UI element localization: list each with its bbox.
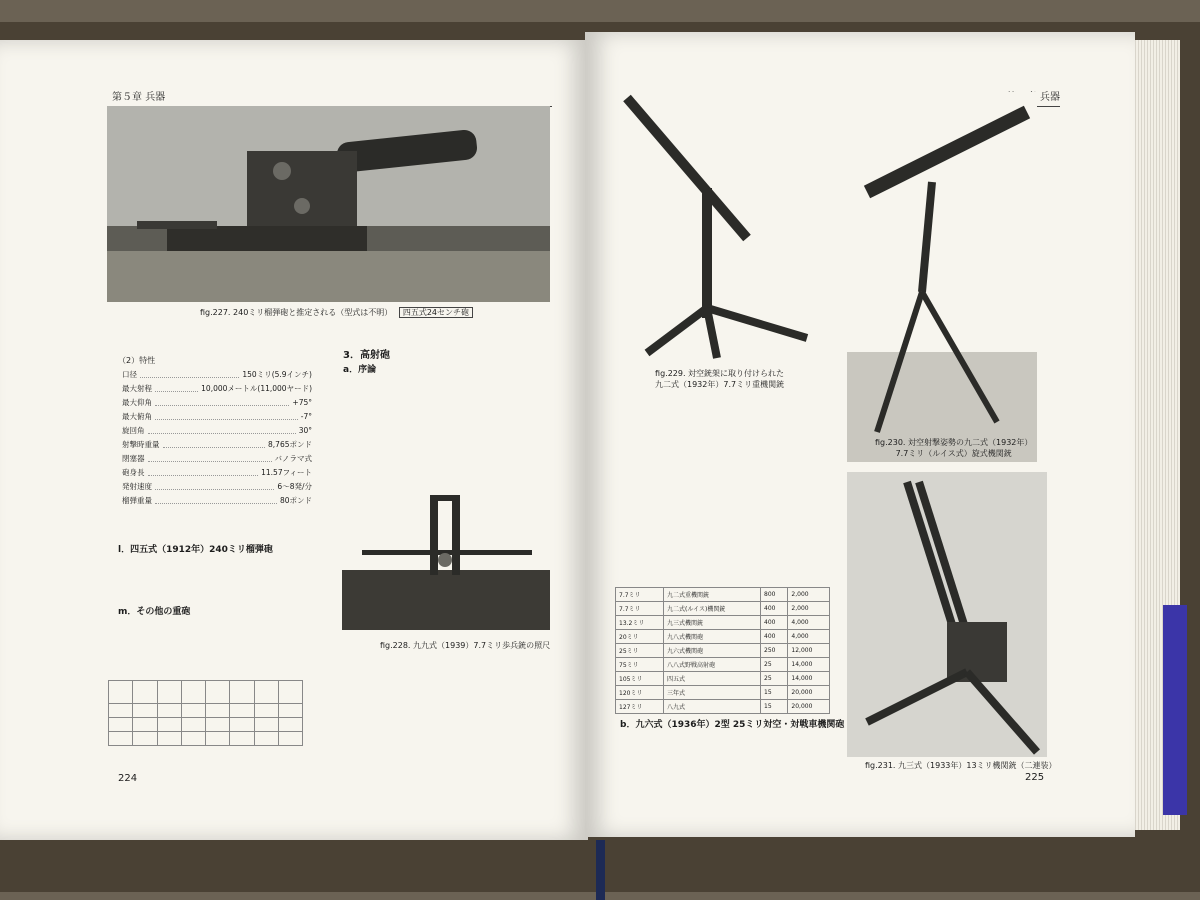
spec-value: -7°	[300, 412, 312, 421]
spec-row	[122, 494, 312, 508]
spec-dots	[163, 438, 266, 448]
table-row	[616, 658, 830, 672]
spec-dots	[155, 494, 277, 504]
table-cell: 4,000	[788, 630, 830, 644]
spec-row	[122, 466, 312, 480]
spec-dots	[155, 410, 298, 420]
fig227-note: 四五式24センチ砲	[399, 307, 473, 318]
table-cell: 九三式機関銃	[664, 616, 761, 630]
fig229-caption: fig.229. 対空銃架に取り付けられた 九二式（1932年）7.7ミリ重機関銃	[655, 369, 785, 389]
table-cell: 400	[761, 602, 788, 616]
chapter-title: 兵器	[1040, 92, 1060, 103]
spec-dots	[140, 368, 239, 378]
left-page	[0, 40, 588, 840]
table-cell: 25ミリ	[616, 644, 664, 658]
machine-gun-mount-photo	[607, 88, 822, 363]
lewis-gun-photo	[847, 92, 1037, 462]
item-b-heading: b．九六式（1936年）2型 25ミリ対空・対戦車機関砲	[620, 720, 845, 730]
table-cell: 7.7ミリ	[616, 602, 664, 616]
table-cell: 四五式	[664, 672, 761, 686]
table-cell: 400	[761, 616, 788, 630]
spec-value: 80ポンド	[279, 496, 312, 505]
table-cell: 九二式重機関銃	[664, 588, 761, 602]
table-row	[616, 686, 830, 700]
spec-label: 閉塞器	[122, 454, 145, 463]
table-cell: 九二式(ルイス)機関銃	[664, 602, 761, 616]
table-cell: 7.7ミリ	[616, 588, 664, 602]
table-cell: 九六式機関砲	[664, 644, 761, 658]
right-table	[615, 587, 830, 714]
right-page	[585, 32, 1135, 837]
rifle-sight-drawing	[342, 495, 550, 635]
spec-row	[122, 480, 312, 494]
table-row	[616, 588, 830, 602]
table-cell: 127ミリ	[616, 700, 664, 714]
table-cell: 14,000	[788, 658, 830, 672]
table-cell: 15	[761, 700, 788, 714]
ribbon-marker	[596, 840, 605, 900]
spec-label: 最大仰角	[122, 398, 152, 407]
table-row	[616, 644, 830, 658]
table-cell: 800	[761, 588, 788, 602]
left-page-header	[112, 88, 552, 107]
spec-value: 8,765ポンド	[268, 440, 312, 449]
table-cell: 14,000	[788, 672, 830, 686]
spec-dots	[155, 382, 198, 392]
table-cell: 75ミリ	[616, 658, 664, 672]
left-table	[108, 680, 303, 746]
spec-label: 発射速度	[122, 482, 152, 491]
table-cell: 20,000	[788, 686, 830, 700]
right-page-number: 225	[1025, 772, 1045, 783]
table-cell: 20,000	[788, 700, 830, 714]
table-cell: 25	[761, 672, 788, 686]
table-cell: 400	[761, 630, 788, 644]
fig228-caption: fig.228. 九九式（1939）7.7ミリ歩兵銃の照尺	[380, 641, 551, 650]
spec-row	[122, 452, 312, 466]
spec-value: 6〜8発/分	[277, 482, 312, 491]
spec-row	[122, 396, 312, 410]
spec-dots	[148, 466, 259, 476]
spec-dots	[148, 452, 272, 462]
fig227-caption: fig.227. 240ミリ榴弾砲と推定される（型式は不明） 四五式24センチ砲	[200, 307, 473, 318]
fig230-caption: fig.230. 対空射撃姿勢の九二式（1932年） 7.7ミリ（ルイス式）旋式機関銃	[875, 438, 1033, 458]
spec-label: 口径	[122, 370, 137, 379]
spec-row	[122, 410, 312, 424]
table-cell: 13.2ミリ	[616, 616, 664, 630]
spec-label: 旋回角	[122, 426, 145, 435]
spec-value: +75°	[292, 398, 312, 407]
twin-gun-photo	[847, 472, 1047, 757]
spec-label: 射撃時重量	[122, 440, 160, 449]
table-cell: 2,000	[788, 588, 830, 602]
table-cell: 三年式	[664, 686, 761, 700]
bookmark-tab	[1163, 605, 1187, 815]
spec-label: 最大射程	[122, 384, 152, 393]
table-cell: 八九式	[664, 700, 761, 714]
table-row	[616, 700, 830, 714]
spec-row	[122, 368, 312, 382]
table-cell: 15	[761, 686, 788, 700]
spec-label: 榴弾重量	[122, 496, 152, 505]
item-m-heading: m．その他の重砲	[118, 607, 191, 617]
chapter-label: 第５章	[112, 92, 142, 103]
twin-gun-drawing	[847, 472, 1047, 757]
section-heading: 3．高射砲	[343, 350, 390, 361]
table-cell: 八八式野戦高射砲	[664, 658, 761, 672]
spec-dots	[155, 396, 289, 406]
table-cell: 2,000	[788, 602, 830, 616]
rifle-sight-photo	[342, 495, 550, 635]
spec-value: 11.57フィート	[261, 468, 312, 477]
table-cell: 九八式機関砲	[664, 630, 761, 644]
table-row	[616, 616, 830, 630]
spec-row	[122, 424, 312, 438]
machine-gun-mount-drawing	[607, 88, 822, 363]
chapter-title: 兵器	[145, 92, 166, 103]
lewis-gun-drawing	[847, 92, 1037, 462]
spec-dots	[148, 424, 296, 434]
spec-value: バノラマ式	[274, 454, 312, 463]
howitzer-photo	[107, 106, 550, 302]
spec-label: 最大俯角	[122, 412, 152, 421]
table-row	[616, 672, 830, 686]
spec-dots	[155, 480, 274, 490]
spec-row	[122, 438, 312, 452]
spec-row	[122, 382, 312, 396]
table-cell: 25	[761, 658, 788, 672]
subsection-a: a．序論	[343, 365, 377, 375]
spec-list	[122, 368, 312, 508]
table-cell: 20ミリ	[616, 630, 664, 644]
spec-heading: （2）特性	[118, 356, 156, 365]
howitzer-drawing	[107, 106, 550, 302]
spec-label: 砲身長	[122, 468, 145, 477]
item-l-heading: l．四五式（1912年）240ミリ榴弾砲	[118, 545, 273, 555]
spec-value: 30°	[298, 426, 312, 435]
table-cell: 120ミリ	[616, 686, 664, 700]
table-row	[616, 630, 830, 644]
spec-value: 10,000メートル(11,000ヤード)	[201, 384, 312, 393]
spec-value: 150ミリ(5.9インチ)	[242, 370, 312, 379]
table-cell: 250	[761, 644, 788, 658]
table-cell: 12,000	[788, 644, 830, 658]
fig231-caption: fig.231. 九三式（1933年）13ミリ機関銃（二連装）	[865, 761, 1057, 770]
left-page-number: 224	[118, 773, 138, 784]
table-cell: 4,000	[788, 616, 830, 630]
table-cell: 105ミリ	[616, 672, 664, 686]
table-row	[616, 602, 830, 616]
